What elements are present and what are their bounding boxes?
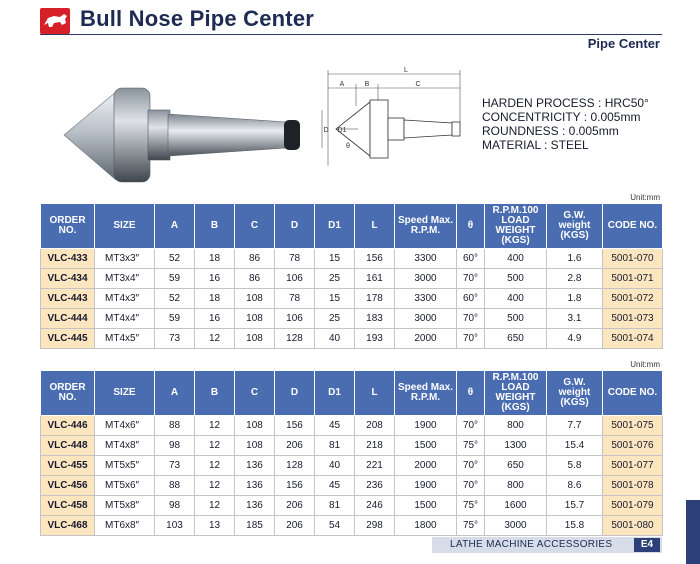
table-cell: VLC-455 [41, 456, 95, 476]
bull-logo-icon [40, 8, 70, 34]
table-cell: 88 [155, 476, 195, 496]
table-cell: 25 [315, 309, 355, 329]
table-cell: 60° [457, 249, 485, 269]
table-cell: 81 [315, 496, 355, 516]
table-cell: 45 [315, 476, 355, 496]
table-cell: 15.4 [547, 436, 603, 456]
table-cell: 161 [355, 269, 395, 289]
table-cell: 2.8 [547, 269, 603, 289]
table-cell: 128 [275, 329, 315, 349]
column-header: CODE NO. [603, 204, 663, 249]
table-cell: VLC-468 [41, 516, 95, 536]
column-header: C [235, 371, 275, 416]
column-header: θ [457, 204, 485, 249]
table-cell: 800 [485, 416, 547, 436]
table-cell: MT5x8″ [95, 496, 155, 516]
table-cell: 156 [355, 249, 395, 269]
column-header: B [195, 204, 235, 249]
table-cell: 5001-070 [603, 249, 663, 269]
table-cell: 16 [195, 269, 235, 289]
table-cell: 88 [155, 416, 195, 436]
spec-concentricity: CONCENTRICITY : 0.005mm [482, 110, 641, 124]
table-cell: 1500 [395, 496, 457, 516]
diagram-label-c: C [415, 81, 421, 88]
table-cell: MT5x6″ [95, 476, 155, 496]
column-header: L [355, 371, 395, 416]
table-cell: VLC-456 [41, 476, 95, 496]
spec-harden: HARDEN PROCESS : HRC50° [482, 96, 649, 110]
table-cell: 2000 [395, 329, 457, 349]
table-cell: 4.9 [547, 329, 603, 349]
table-cell: 5001-071 [603, 269, 663, 289]
table-row [41, 269, 663, 289]
page-edge-tab [686, 500, 700, 564]
table-cell: 8.6 [547, 476, 603, 496]
table-cell: 206 [275, 496, 315, 516]
table-cell: 3000 [395, 309, 457, 329]
table-cell: VLC-445 [41, 329, 95, 349]
column-header: ORDER NO. [41, 371, 95, 416]
column-header: θ [457, 371, 485, 416]
table-cell: 1300 [485, 436, 547, 456]
table-cell: 60° [457, 289, 485, 309]
table-row [41, 436, 663, 456]
spec-list [482, 96, 649, 152]
table-row [41, 249, 663, 269]
table-cell: 98 [155, 496, 195, 516]
table-row [41, 456, 663, 476]
page-number: E4 [634, 538, 660, 552]
table-cell: 156 [275, 416, 315, 436]
table-cell: MT6x8″ [95, 516, 155, 536]
table-cell: 5001-080 [603, 516, 663, 536]
table-cell: 75° [457, 496, 485, 516]
diagram-label-theta: θ [346, 143, 350, 150]
column-header: Speed Max. R.P.M. [395, 204, 457, 249]
table-cell: 103 [155, 516, 195, 536]
table-cell: 108 [235, 416, 275, 436]
table-cell: 3000 [395, 269, 457, 289]
table-cell: 3.1 [547, 309, 603, 329]
table-cell: 18 [195, 289, 235, 309]
table-row [41, 516, 663, 536]
column-header: C [235, 204, 275, 249]
table-cell: 400 [485, 249, 547, 269]
table-cell: 52 [155, 289, 195, 309]
table-cell: 70° [457, 329, 485, 349]
table-cell: 128 [275, 456, 315, 476]
table-cell: 70° [457, 476, 485, 496]
spec-table-1 [40, 203, 663, 349]
column-header: D1 [315, 204, 355, 249]
table-cell: 70° [457, 456, 485, 476]
table-cell: 136 [235, 496, 275, 516]
diagram-label-b: B [364, 81, 370, 88]
diagram-label-l: L [404, 67, 408, 74]
unit-label: Unit:mm [630, 193, 660, 202]
table-cell: 12 [195, 436, 235, 456]
table-cell: 1900 [395, 416, 457, 436]
table-cell: 75° [457, 436, 485, 456]
table-cell: MT4x5″ [95, 329, 155, 349]
table-row [41, 416, 663, 436]
table-cell: 1800 [395, 516, 457, 536]
table-cell: VLC-443 [41, 289, 95, 309]
table-cell: 5001-079 [603, 496, 663, 516]
dimension-diagram [318, 66, 466, 182]
column-header: R.P.M.100 LOAD WEIGHT (KGS) [485, 204, 547, 249]
table-cell: 221 [355, 456, 395, 476]
table-row [41, 496, 663, 516]
column-header: R.P.M.100 LOAD WEIGHT (KGS) [485, 371, 547, 416]
table-cell: 5001-074 [603, 329, 663, 349]
table-cell: 18 [195, 249, 235, 269]
table-cell: 650 [485, 456, 547, 476]
table-cell: 800 [485, 476, 547, 496]
column-header: A [155, 204, 195, 249]
table-cell: 208 [355, 416, 395, 436]
column-header: B [195, 371, 235, 416]
table-cell: VLC-448 [41, 436, 95, 456]
table-cell: 86 [235, 249, 275, 269]
spec-roundness: ROUNDNESS : 0.005mm [482, 124, 619, 138]
table-cell: 206 [275, 516, 315, 536]
table-cell: 15.8 [547, 516, 603, 536]
table-row [41, 476, 663, 496]
table-cell: 75° [457, 516, 485, 536]
table-cell: 70° [457, 269, 485, 289]
table-cell: 178 [355, 289, 395, 309]
table-cell: 5.8 [547, 456, 603, 476]
table-cell: 3300 [395, 289, 457, 309]
table-cell: 25 [315, 269, 355, 289]
spec-material: MATERIAL : STEEL [482, 138, 589, 152]
table-cell: 81 [315, 436, 355, 456]
table-cell: 185 [235, 516, 275, 536]
table-cell: 1.6 [547, 249, 603, 269]
spec-table-2 [40, 370, 663, 536]
table-cell: 106 [275, 269, 315, 289]
table-cell: 73 [155, 329, 195, 349]
table-cell: MT3x3″ [95, 249, 155, 269]
table-cell: 15.7 [547, 496, 603, 516]
table-cell: 70° [457, 416, 485, 436]
table-cell: 12 [195, 329, 235, 349]
column-header: D [275, 371, 315, 416]
table-cell: 650 [485, 329, 547, 349]
table-row [41, 289, 663, 309]
table-cell: 86 [235, 269, 275, 289]
table-cell: 12 [195, 416, 235, 436]
table-cell: 108 [235, 289, 275, 309]
diagram-label-d1: D1 [337, 127, 347, 134]
table-cell: 12 [195, 496, 235, 516]
table-cell: 78 [275, 249, 315, 269]
table-cell: 12 [195, 456, 235, 476]
product-image [60, 78, 310, 188]
table-cell: 193 [355, 329, 395, 349]
footer-section: LATHE MACHINE ACCESSORIES [450, 539, 613, 550]
table-cell: VLC-444 [41, 309, 95, 329]
table-cell: 136 [235, 456, 275, 476]
table-cell: 108 [235, 329, 275, 349]
table-cell: 5001-076 [603, 436, 663, 456]
column-header: CODE NO. [603, 371, 663, 416]
column-header: Speed Max. R.P.M. [395, 371, 457, 416]
table-cell: 1600 [485, 496, 547, 516]
table-cell: 59 [155, 309, 195, 329]
footer-bar [432, 537, 662, 553]
table-cell: 2000 [395, 456, 457, 476]
unit-label: Unit:mm [630, 360, 660, 369]
diagram-label-d: D [323, 127, 329, 134]
column-header: G.W. weight (KGS) [547, 371, 603, 416]
table-cell: 52 [155, 249, 195, 269]
table-cell: 59 [155, 269, 195, 289]
table-cell: MT5x5″ [95, 456, 155, 476]
table-cell: 106 [275, 309, 315, 329]
column-header: SIZE [95, 204, 155, 249]
table-cell: MT4x6″ [95, 416, 155, 436]
table-cell: 236 [355, 476, 395, 496]
table-row [41, 309, 663, 329]
column-header: A [155, 371, 195, 416]
table-cell: MT3x4″ [95, 269, 155, 289]
page-subtitle: Pipe Center [587, 36, 660, 51]
table-cell: 3000 [485, 516, 547, 536]
table-cell: MT4x8″ [95, 436, 155, 456]
table-cell: 12 [195, 476, 235, 496]
column-header: D [275, 204, 315, 249]
table-cell: 15 [315, 249, 355, 269]
table-cell: 78 [275, 289, 315, 309]
table-cell: 70° [457, 309, 485, 329]
table-cell: 1900 [395, 476, 457, 496]
page-title: Bull Nose Pipe Center [80, 6, 315, 31]
table-cell: VLC-458 [41, 496, 95, 516]
table-cell: 400 [485, 289, 547, 309]
table-cell: 7.7 [547, 416, 603, 436]
table-cell: MT4x4″ [95, 309, 155, 329]
table-cell: 3300 [395, 249, 457, 269]
table-cell: 15 [315, 289, 355, 309]
table-cell: 183 [355, 309, 395, 329]
column-header: G.W. weight (KGS) [547, 204, 603, 249]
table-cell: 218 [355, 436, 395, 456]
table-cell: VLC-433 [41, 249, 95, 269]
table-cell: 45 [315, 416, 355, 436]
column-header: D1 [315, 371, 355, 416]
table-cell: 73 [155, 456, 195, 476]
table-cell: MT4x3″ [95, 289, 155, 309]
table-cell: 5001-073 [603, 309, 663, 329]
table-cell: 298 [355, 516, 395, 536]
table-cell: 1500 [395, 436, 457, 456]
column-header: ORDER NO. [41, 204, 95, 249]
column-header: SIZE [95, 371, 155, 416]
table-cell: 40 [315, 329, 355, 349]
table-cell: 5001-078 [603, 476, 663, 496]
table-cell: 136 [235, 476, 275, 496]
table-cell: 40 [315, 456, 355, 476]
table-cell: 108 [235, 436, 275, 456]
table-cell: 5001-072 [603, 289, 663, 309]
diagram-label-a: A [339, 81, 345, 88]
table-cell: 500 [485, 269, 547, 289]
table-cell: 156 [275, 476, 315, 496]
table-cell: 1.8 [547, 289, 603, 309]
table-row [41, 329, 663, 349]
table-cell: 13 [195, 516, 235, 536]
table-cell: 98 [155, 436, 195, 456]
table-cell: 108 [235, 309, 275, 329]
table-cell: 206 [275, 436, 315, 456]
table-cell: 5001-077 [603, 456, 663, 476]
column-header: L [355, 204, 395, 249]
title-divider [40, 34, 662, 35]
table-cell: VLC-434 [41, 269, 95, 289]
table-cell: VLC-446 [41, 416, 95, 436]
table-cell: 16 [195, 309, 235, 329]
table-cell: 246 [355, 496, 395, 516]
table-cell: 500 [485, 309, 547, 329]
table-cell: 5001-075 [603, 416, 663, 436]
table-cell: 54 [315, 516, 355, 536]
